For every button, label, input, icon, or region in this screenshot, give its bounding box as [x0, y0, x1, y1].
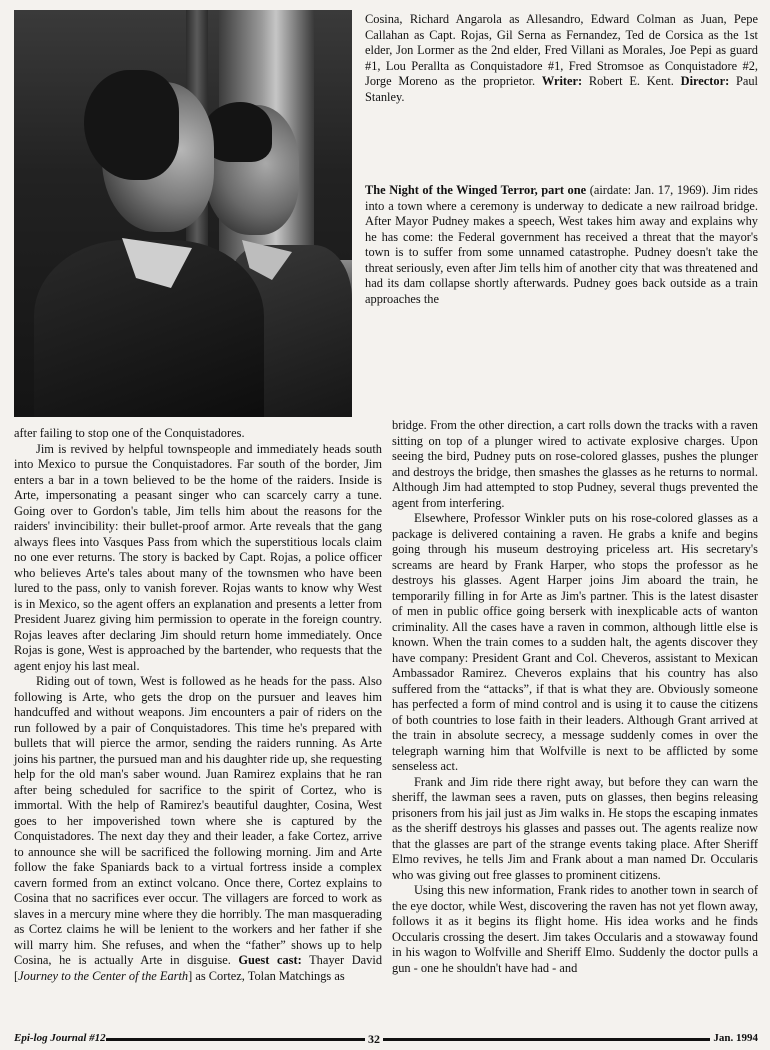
writer-name: Robert E. Kent. — [588, 74, 674, 88]
guest-cast-text-cont: ] as Cortez, Tolan Matchings as — [188, 968, 345, 983]
director-name: Paul Stanley. — [365, 74, 758, 104]
right-paragraph: bridge. From the other direction, a cart rolls down the tracks with a raven sitting on top of a plunger wired to activate explosive charges. Upon seeing the bird, Pudney puts on rose-colored glasses, pushes the plunger and destroys the bridge, then smashes the glasses as he returns to normal. Although Jim had attempted to stop Pudney, several thugs prevented the agent from interfering. — [392, 418, 758, 510]
photo-man-front-hair — [84, 70, 179, 180]
guest-cast-label: Guest cast: — [238, 953, 302, 967]
cast-credits — [365, 12, 758, 105]
director-label: Director: — [680, 74, 730, 88]
right-paragraph: Elsewhere, Professor Winkler puts on his rose-colored glasses as a package is delivered containing a raven. He grabs a knife and begins going through his museum destroying priceless art. His secretary's screams are heard by Frank Harper, who stops the professor as he destroys his glasses. Agent Harper joins Jim aboard the train, he temporarily filling in for Arte as Jim's partner. This is the latest disaster of men in public office going berserk with inexplicable acts of wanton criminality. All the cases have a raven in common, although little else is known. When the train comes to a sudden halt, the agents discover they have company: President Grant and Col. Cheveros, assistant to Mexican Ambassador Ramirez. Cheveros explains that his country has also suffered from the “attacks”, if that is what they are. Obviously someone has perfected a form of mind control and is using it to cause the citizens of both countries to lose faith in their leaders. Although Grant arrived at the train in absolute secrecy, a message suddenly comes in over the telegraph warning him that Wolfville is next to be afflicted by some senseless act. — [392, 511, 758, 773]
guest-cast-text: Thayer David [ — [14, 953, 383, 983]
writer-label: Writer: — [541, 74, 583, 88]
footer-rule — [106, 1038, 758, 1041]
right-column — [392, 418, 758, 976]
guest-cast-film-title: Journey to the Center of the Earth — [18, 968, 189, 983]
episode-summary-start — [365, 183, 758, 307]
episode-intro: (airdate: Jan. 17, 1969). Jim rides into a town where a ceremony is underway to dedicate a new railroad bridge. After Mayor Pudney makes a speech, West takes him away and explains why he has come: the Federal government has received a threat that the mayor's town is to suffer from some unnamed catastrophe. Pudney doesn't take the threat seriously, even after Jim tells him of another city that was threatened and had its dam collapse shortly afterwards. Pudney goes back outside as a train approaches the — [365, 183, 758, 306]
left-paragraph-text: Riding out of town, West is followed as he heads for the pass. Also following is Arte, who gets the drop on the pursuer and leaves him handcuffed and without weapons. Jim encounters a pair of riders on the run followed by a pair of Conquistadores. This time he's prepared with bullets that will pierce the armor, sending the raiders running. As Arte joins his partner, the pursued man and his daughter ride up, she requesting help for the old man's saber wound. Juan Ramirez explains that he ran after being scheduled for sacrifice to the spirit of Cortez, who is immortal. With the help of Ramirez's beautiful daughter, Cosina, West goes to her impoverished town where she is captured by the Conquistadores. The next day they and their leader, a fake Cortez, arrive to announce she will be sacrificed the following morning. Jim and Arte follow the fake Spaniards back to a virtual fortress inside a complex cavern formed from an extinct volcano. Once there, Cortez explains to Cosina that no sacrifices ever occur. The villagers are forced to work as slaves in a mercury mine where they die horribly. The man masquerading as Cortez claims he will be lenient to the workers and her father if she will marry him. She refuses, and when the “father” shows up to help Cosina, he is actually Arte in disguise. — [14, 674, 382, 967]
footer-journal-name: Epi-log Journal #12 — [14, 1032, 106, 1044]
page-number: 32 — [365, 1032, 383, 1047]
episode-photo — [14, 10, 352, 417]
cast-list: Cosina, Richard Angarola as Allesandro, Edward Colman as Juan, Pepe Callahan as Capt. Rojas, Gil Serna as Fernandez, Ted de Corsica as the 1st elder, Jon Lormer as the 2nd elder, Fred Villani as Morales, Joe Pepi as guard #1, Lou Perallta as Conquistadore #1, Fred Stromsoe as Conquistadore #2, Jorge Moreno as the proprietor. — [365, 12, 758, 88]
left-paragraph: Jim is revived by helpful townspeople and immediately heads south into Mexico to pursue the Conquistadores. Far south of the border, Jim enters a bar in a town believed to be the home of the raiders. Inside is Arte, impersonating a peasant singer who can scarcely carry a tune. Going over to Gordon's table, Jim tells him about the reasons for the raiders' invincibility: their bullet-proof armor. Arte reveals that the gang always flees into Vasques Pass from which the superstitious locals claim no one ever returns. The story is backed by Capt. Rojas, a police officer who believes Arte's tales about many of the townsmen who have been lured to the pass, only to vanish forever. Rojas wants to know why West is in Mexico, so the agent offers an explanation and presents a letter from President Juarez giving him permission to operate in the foreign country. Rojas leaves after declaring Jim should return home immediately. Once Rojas is gone, West is approached by the bartender, who requests that the agent enjoy his last meal. — [14, 441, 382, 673]
left-paragraph — [14, 674, 382, 984]
page-footer — [14, 1032, 758, 1046]
right-paragraph: Using this new information, Frank rides to another town in search of the eye doctor, while West, discovering the raven has not yet flown away, follows it as it begins its flight home. His idea works and he finds Occularis crossing the desert. Jim takes Occularis and a stowaway found in his wagon to Wolfville and Sheriff Elmo. Suddenly the doctor pulls a gun - one he shouldn't have had - and — [392, 883, 758, 975]
footer-date: Jan. 1994 — [710, 1032, 758, 1044]
right-paragraph: Frank and Jim ride there right away, but before they can warn the sheriff, the lawman sees a raven, puts on glasses, then begins releasing prisoners from his jail just as Jim walks in. He stops the escaping inmates as the sheriff destroys his glasses and passes out. The agents realize now that the glasses are part of the strange events taking place. After Sheriff Elmo revives, he tells Jim and Frank about a man named Dr. Occularis who was giving out free glasses to prominent citizens. — [392, 774, 758, 882]
left-column — [14, 426, 382, 984]
episode-title: The Night of the Winged Terror, part one — [365, 183, 587, 197]
left-paragraph: after failing to stop one of the Conquistadores. — [14, 426, 245, 440]
